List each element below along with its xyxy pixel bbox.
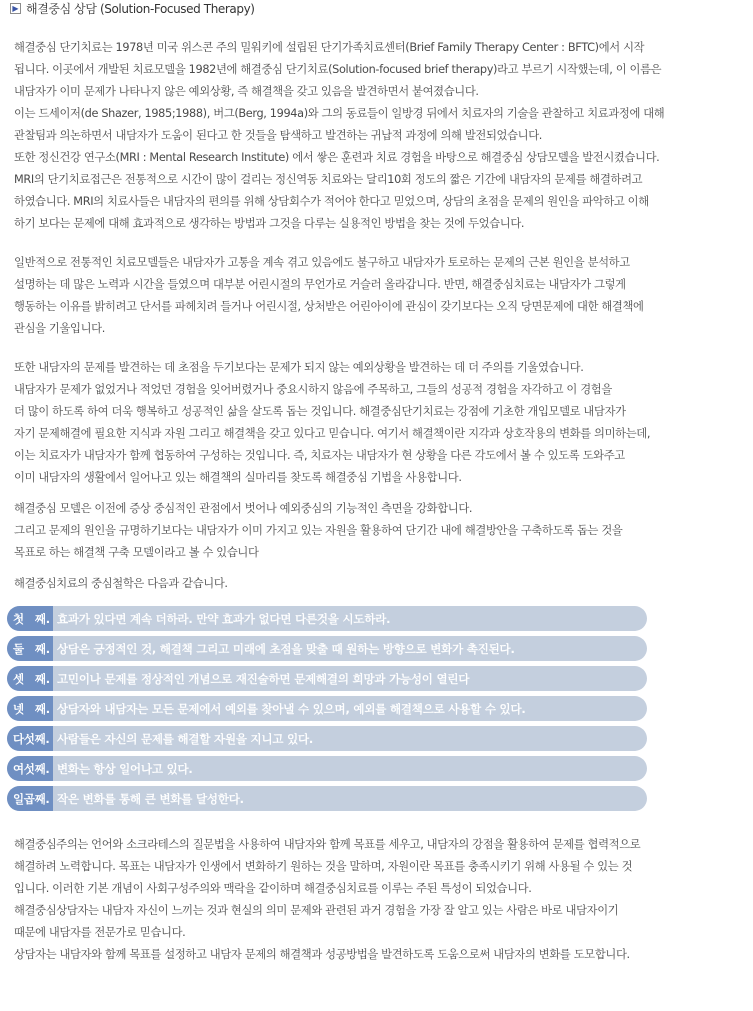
philosophy-item-label: 셋 째. [7, 666, 53, 691]
paragraph-philosophy-intro: 해결중심치료의 중심철학은 다음과 같습니다. [14, 577, 228, 590]
section-title: 해결중심 상담 (Solution-Focused Therapy) [26, 2, 255, 16]
paragraph-exceptions: 또한 내담자의 문제를 발견하는 데 초점을 두기보다는 문제가 되지 않는 예외상황을 발견하는 데 더 주의를 기울였습니다. 내담자가 문제가 없었거나 적었던 경험을 잊어버렸거나 중요시하지 않음에 주목하고, 그들의 성공적 경험을 자각하고 이 경험을 더 많이 하도록 하여 더욱 행복하고 성공적인 삶을 살도록 돕는 것입니다. 해결중심단기치료는 강점에 기초한 개입모델로 내담자가 자기 문제해결에 필요한 지식과 자원 그리고 해결책을 갖고 있다고 믿습니다. 여기서 해결책이란 지각과 상호작용의 변화를 의미하는데, 이는 치료자가 내담자가 함께 협동하여 구성하는 것입니다. 즉, 치료자는 내담자가 현 상황을 다른 각도에서 볼 수 있도록 도와주고 이미 내담자의 생활에서 일어나고 있는 해결책의 실마리를 찾도록 해결중심 기법을 사용합니다. [14, 361, 651, 484]
philosophy-item [7, 666, 647, 691]
philosophy-item [7, 756, 647, 781]
philosophy-item-label: 여섯째. [7, 756, 53, 781]
paragraph-history: 해결중심 단기치료는 1978년 미국 위스콘 주의 밀워키에 설립된 단기가족치료센터(Brief Family Therapy Center : BFTC)에서 시작 됩니다. 이곳에서 개발된 치료모델을 1982년에 해결중심 단기치료(Solution-focused brief therapy)라고 부르기 시작했는데, 이 이름은 내담자가 이미 문제가 나타나지 않은 예외상황, 즉 해결책을 갖고 있음을 발견하면서 붙여졌습니다. 이는 드세이저(de Shazer, 1985;1988), 버그(Berg, 1994a)와 그의 동료들이 일방경 뒤에서 치료자의 기술을 관찰하고 치료과정에 대해 관찰팀과 의논하면서 내담자가 도움이 된다고 한 것들을 탐색하고 발견하는 귀납적 과정에 의해 발전되었습니다. 또한 정신건강 연구소(MRI : Mental Research Institute) 에서 쌓은 훈련과 치료 경험을 바탕으로 해결중심 상담모델을 발전시켰습니다. MRI의 단기치료접근은 전통적으로 시간이 많이 걸리는 정신역동 치료와는 달리10회 정도의 짧은 기간에 내담자의 문제를 해결하려고 하였습니다. MRI의 치료사들은 내담자의 편의를 위해 상담회수가 적어야 한다고 믿었으며, 상담의 초점을 문제의 원인을 파악하고 이해 하기 보다는 문제에 대해 효과적으로 생각하는 방법과 그것을 다루는 실용적인 방법을 찾는 것에 두었습니다. [14, 41, 665, 230]
philosophy-item [7, 726, 647, 751]
philosophy-item-text: 고민이나 문제를 정상적인 개념으로 재진술하면 문제해결의 희망과 가능성이 열린다 [57, 671, 470, 686]
philosophy-item [7, 606, 647, 631]
paragraph-conclusion: 해결중심주의는 언어와 소크라테스의 질문법을 사용하여 내담자와 함께 목표를 세우고, 내담자의 강점을 활용하여 문제를 협력적으로 해결하려 노력합니다. 목표는 내담자가 인생에서 변화하기 원하는 것을 말하며, 자원이란 목표를 충족시키기 위해 사용될 수 있는 것 입니다. 이러한 기본 개념이 사회구성주의와 맥락을 같이하며 해결중심치료를 이루는 주된 특성이 되었습니다. 해결중심상담자는 내담자 자신이 느끼는 것과 현실의 의미 문제와 관련된 과거 경험을 가장 잘 알고 있는 사람은 바로 내담자이기 때문에 내담자를 전문가로 믿습니다. 상담자는 내담자와 함께 목표를 설정하고 내담자 문제의 해결책과 성공방법을 발견하도록 도움으로써 내담자의 변화를 도모합니다. [14, 838, 641, 961]
philosophy-item [7, 636, 647, 661]
philosophy-list [7, 606, 747, 811]
philosophy-item [7, 786, 647, 811]
philosophy-item-text: 상담은 긍정적인 것, 해결책 그리고 미래에 초점을 맞출 때 원하는 방향으로 변화가 촉진된다. [57, 641, 515, 656]
paragraph-solution-model: 해결중심 모델은 이전에 증상 중심적인 관점에서 벗어나 예외중심의 기능적인 측면을 강화합니다. 그리고 문제의 원인을 규명하기보다는 내담자가 이미 가지고 있는 자원을 활용하여 단기간 내에 해결방안을 구축하도록 돕는 것을 목표로 하는 해결책 구축 모델이라고 볼 수 있습니다 [14, 502, 623, 559]
chevron-right-icon: ▶ [10, 3, 21, 14]
philosophy-item [7, 696, 647, 721]
philosophy-item-text: 작은 변화를 통해 큰 변화를 달성한다. [57, 791, 244, 806]
section-header [10, 0, 255, 17]
philosophy-item-text: 상담자와 내담자는 모든 문제에서 예외를 찾아낼 수 있으며, 예외를 해결책으로 사용할 수 있다. [57, 701, 526, 716]
philosophy-item-text: 변화는 항상 일어나고 있다. [57, 761, 193, 776]
philosophy-item-label: 다섯째. [7, 726, 53, 751]
philosophy-item-label: 둘 째. [7, 636, 53, 661]
philosophy-item-text: 사람들은 자신의 문제를 해결할 자원을 지니고 있다. [57, 731, 314, 746]
philosophy-item-label: 일곱째. [7, 786, 53, 811]
philosophy-item-text: 효과가 있다면 계속 더하라. 만약 효과가 없다면 다른것을 시도하라. [57, 611, 391, 626]
paragraph-traditional-models: 일반적으로 전통적인 치료모델들은 내담자가 고통을 계속 겪고 있음에도 불구하고 내담자가 토로하는 문제의 근본 원인을 분석하고 설명하는 데 많은 노력과 시간을 들였으며 대부분 어린시절의 무언가로 거슬러 올라갑니다. 반면, 해결중심치료는 내담자가 그렇게 행동하는 이유를 밝히려고 단서를 파헤치려 들거나 어린시절, 상처받은 어린아이에 관심이 갖기보다는 오직 당면문제에 대한 해결책에 관심을 기울입니다. [14, 256, 644, 335]
philosophy-item-label: 첫 째. [7, 606, 53, 631]
philosophy-item-label: 넷 째. [7, 696, 53, 721]
article-body [14, 37, 747, 966]
